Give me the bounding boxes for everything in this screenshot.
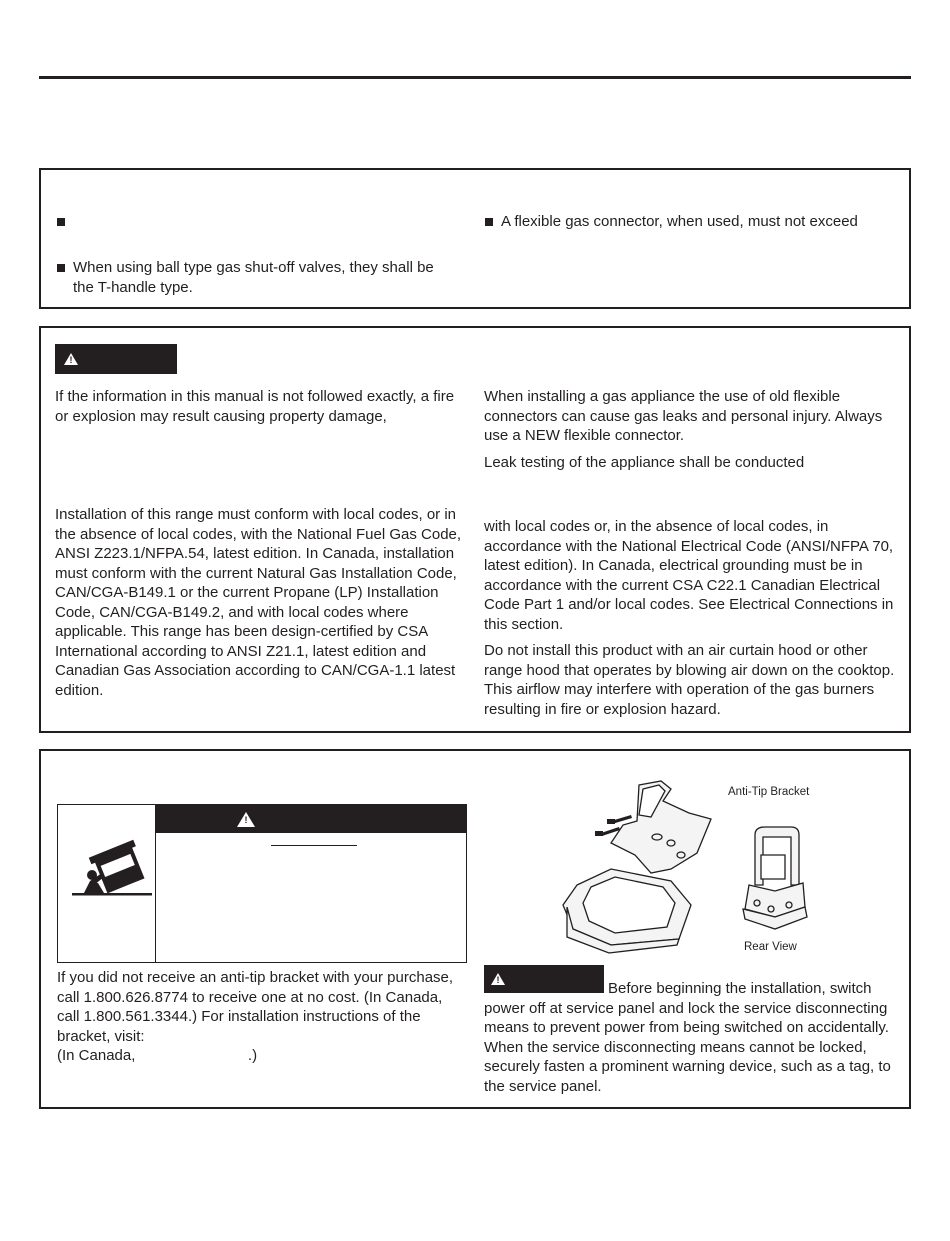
- heading-underline: [271, 845, 357, 846]
- fire-explosion-paragraph: If the information in this manual is not followed exactly, a fire or explosion may result causing property damage,: [55, 388, 455, 425]
- top-rule: [39, 76, 911, 79]
- anti-tip-bracket-illustration: [511, 777, 721, 962]
- requirements-box: [39, 168, 911, 309]
- electrical-code-paragraph: with local codes or, in the absence of local codes, in accordance with the National Electrical Code (ANSI/NFPA 70, latest edition). In Canada, electrical grounding must be in accordance with the current CSA C22.1 Canadian Electrical Code Part 1 and/or local codes. See Electrical Connections in this section.: [484, 518, 894, 633]
- warning-triangle-icon: !: [491, 973, 505, 985]
- leak-testing-paragraph: Leak testing of the appliance shall be conducted: [484, 454, 805, 471]
- gas-warning-box: [39, 326, 911, 733]
- bullet-square: [57, 218, 65, 226]
- range-tip-over-icon: [70, 833, 154, 899]
- anti-tip-contact-paragraph: If you did not receive an anti-tip bracket with your purchase, call 1.800.626.8774 to receive one at no cost. (In Canada, call 1.800.561.3344.) For installation instructions of the bracket, visit:: [57, 969, 454, 1045]
- rear-view-illustration: [735, 825, 815, 935]
- warning-badge: [55, 344, 177, 374]
- bullet-square: [485, 218, 493, 226]
- anti-tip-bracket-label: Anti-Tip Bracket: [728, 786, 810, 798]
- left-bullet-2: When using ball type gas shut-off valves, they shall be the T-handle type.: [57, 258, 457, 297]
- bullet-square: [57, 264, 65, 272]
- air-curtain-hood-paragraph: Do not install this product with an air curtain hood or other range hood that operates by blowing air down on the cooktop. This airflow may interfere with operation of the gas burners resulting in fire or explosion hazard.: [484, 642, 895, 718]
- power-off-paragraph: Before beginning the installation, switch power off at service panel and lock the service disconnecting means to prevent power from being switched on accidentally. When the service disconnecting means cannot be locked, securely fasten a prominent warning device, such as a tag, to the service panel.: [484, 980, 891, 1095]
- right-bullet-1: A flexible gas connector, when used, must not exceed: [485, 212, 900, 232]
- installation-codes-paragraph: Installation of this range must conform with local codes, or in the absence of local codes, with the National Fuel Gas Code, ANSI Z223.1/NFPA.54, latest edition. In Canada, installation must conform with the current Natural Gas Installation Code, CAN/CGA-B149.1 or the current Propane (LP) Installation Code, CAN/CGA-B149.2, and with local codes where applicable. This range has been design-certified by CSA International according to ANSI Z21.1, latest edition and Canadian Gas Association according to CAN/CGA-1.1 latest edition.: [55, 506, 462, 699]
- canada-line: (In Canada, .): [57, 1047, 258, 1064]
- tip-over-warning-header: [156, 805, 466, 833]
- warning-triangle-icon: !: [237, 812, 255, 827]
- warning-triangle-icon: !: [64, 353, 78, 365]
- rear-view-label: Rear View: [744, 941, 797, 953]
- left-bullet-1: [57, 212, 457, 226]
- flexible-connector-paragraph: When installing a gas appliance the use of old flexible connectors can cause gas leaks and personal injury. Always use a NEW flexible connector.: [484, 388, 883, 444]
- tip-over-warning-panel: [57, 804, 467, 963]
- anti-tip-box: [39, 749, 911, 1109]
